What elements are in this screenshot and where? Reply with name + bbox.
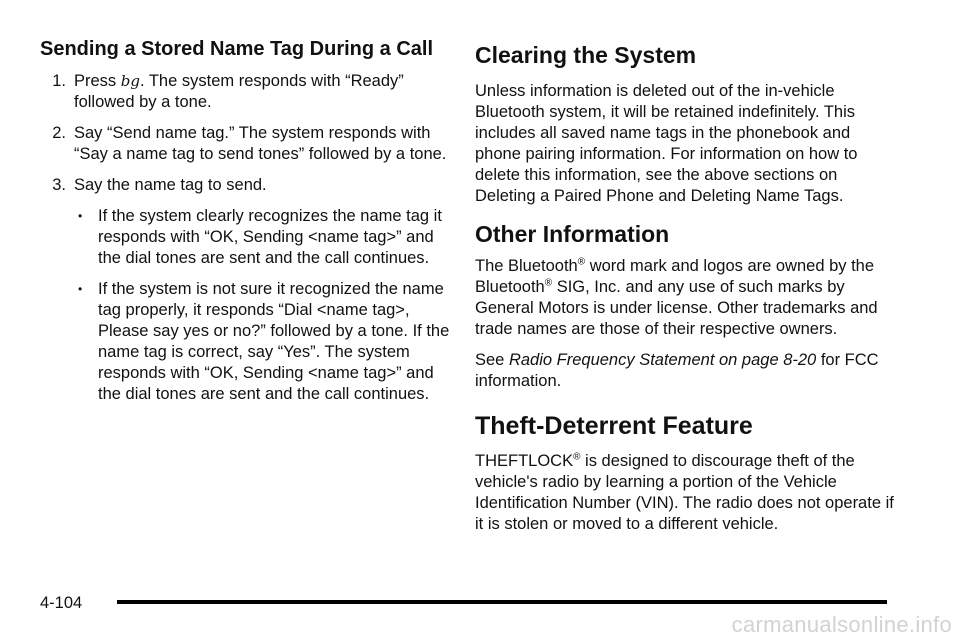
fcc-text-b: for FCC information.	[475, 351, 879, 390]
step-text-after: . The system responds with “Ready” followed by a tone.	[74, 72, 404, 111]
registered-mark: ®	[544, 277, 553, 289]
trademark-text-b: word mark and logos are owned by the Bluetooth	[475, 257, 875, 296]
watermark: carmanualsonline.info	[731, 612, 952, 637]
cross-reference-link[interactable]: Radio Frequency Statement on page 8-20	[508, 351, 817, 369]
bullet-text: If the system clearly recognizes the name tag it responds with “OK, Sending <name tag>” and the dial tones are sent and the call continues.	[98, 207, 442, 267]
trademark-text-a: The Bluetooth	[475, 257, 578, 275]
step-number: 2.	[52, 124, 66, 142]
fcc-paragraph	[475, 350, 895, 392]
clearing-system-paragraph: Unless information is deleted out of the in-vehicle Bluetooth system, it will be retained indefinitely. This includes all saved name tags in the phonebook and phone pairing information. For information on how to delete this information, see the above sections on Deleting a Paired Phone and Deleting Name Tags.	[475, 82, 858, 205]
theftlock-text-b: is designed to discourage theft of the vehicle's radio by learning a portion of the Vehicle Identification Number (VIN). The radio does not operate if it is stolen or moved to a different vehicle.	[475, 452, 894, 533]
section-heading-clearing-system: Clearing the System	[475, 42, 697, 68]
page-number: 4-104	[40, 594, 83, 612]
footer-rule	[117, 600, 887, 604]
step-item	[40, 123, 450, 165]
step-text: Say “Send name tag.” The system responds with “Say a name tag to send tones” followed by a tone.	[74, 124, 447, 163]
step-text	[74, 71, 450, 113]
registered-mark: ®	[573, 451, 581, 463]
step-text: Say the name tag to send.	[74, 176, 267, 194]
section-heading-other-information: Other Information	[475, 221, 670, 247]
trademark-text-c: SIG, Inc. and any use of such marks by General Motors is under license. Other trademarks and trade names are those of their respective owners.	[475, 278, 878, 338]
step-number: 1.	[52, 72, 66, 90]
voice-button-icon: g	[130, 72, 140, 90]
step-item	[40, 175, 450, 196]
bullet-item	[74, 206, 450, 269]
steps-list	[40, 71, 450, 405]
phone-button-icon: b	[120, 72, 131, 90]
section-heading-sending-name-tag: Sending a Stored Name Tag During a Call	[40, 38, 434, 60]
step-text-before: Press	[74, 72, 121, 90]
theftlock-text-a: THEFTLOCK	[475, 452, 574, 470]
theftlock-paragraph	[475, 451, 895, 535]
bullet-icon: •	[78, 209, 83, 223]
step-item	[40, 71, 450, 113]
left-column	[40, 38, 450, 415]
bullet-list	[74, 206, 450, 405]
bullet-icon: •	[78, 282, 83, 296]
registered-mark: ®	[577, 256, 586, 268]
trademark-paragraph	[475, 256, 895, 340]
bullet-item	[74, 279, 450, 405]
bullet-text: If the system is not sure it recognized the name tag properly, it responds “Dial <name tag>, Please say yes or no?” followed by a tone. If the name tag is correct, say “Yes”. The system responds with “OK, Sending <name tag>” and the dial tones are sent and the call continues.	[98, 280, 450, 403]
section-heading-theft-deterrent: Theft-Deterrent Feature	[475, 412, 753, 440]
step-number: 3.	[52, 176, 66, 194]
fcc-text-a: See	[475, 351, 509, 369]
right-column	[475, 42, 895, 545]
